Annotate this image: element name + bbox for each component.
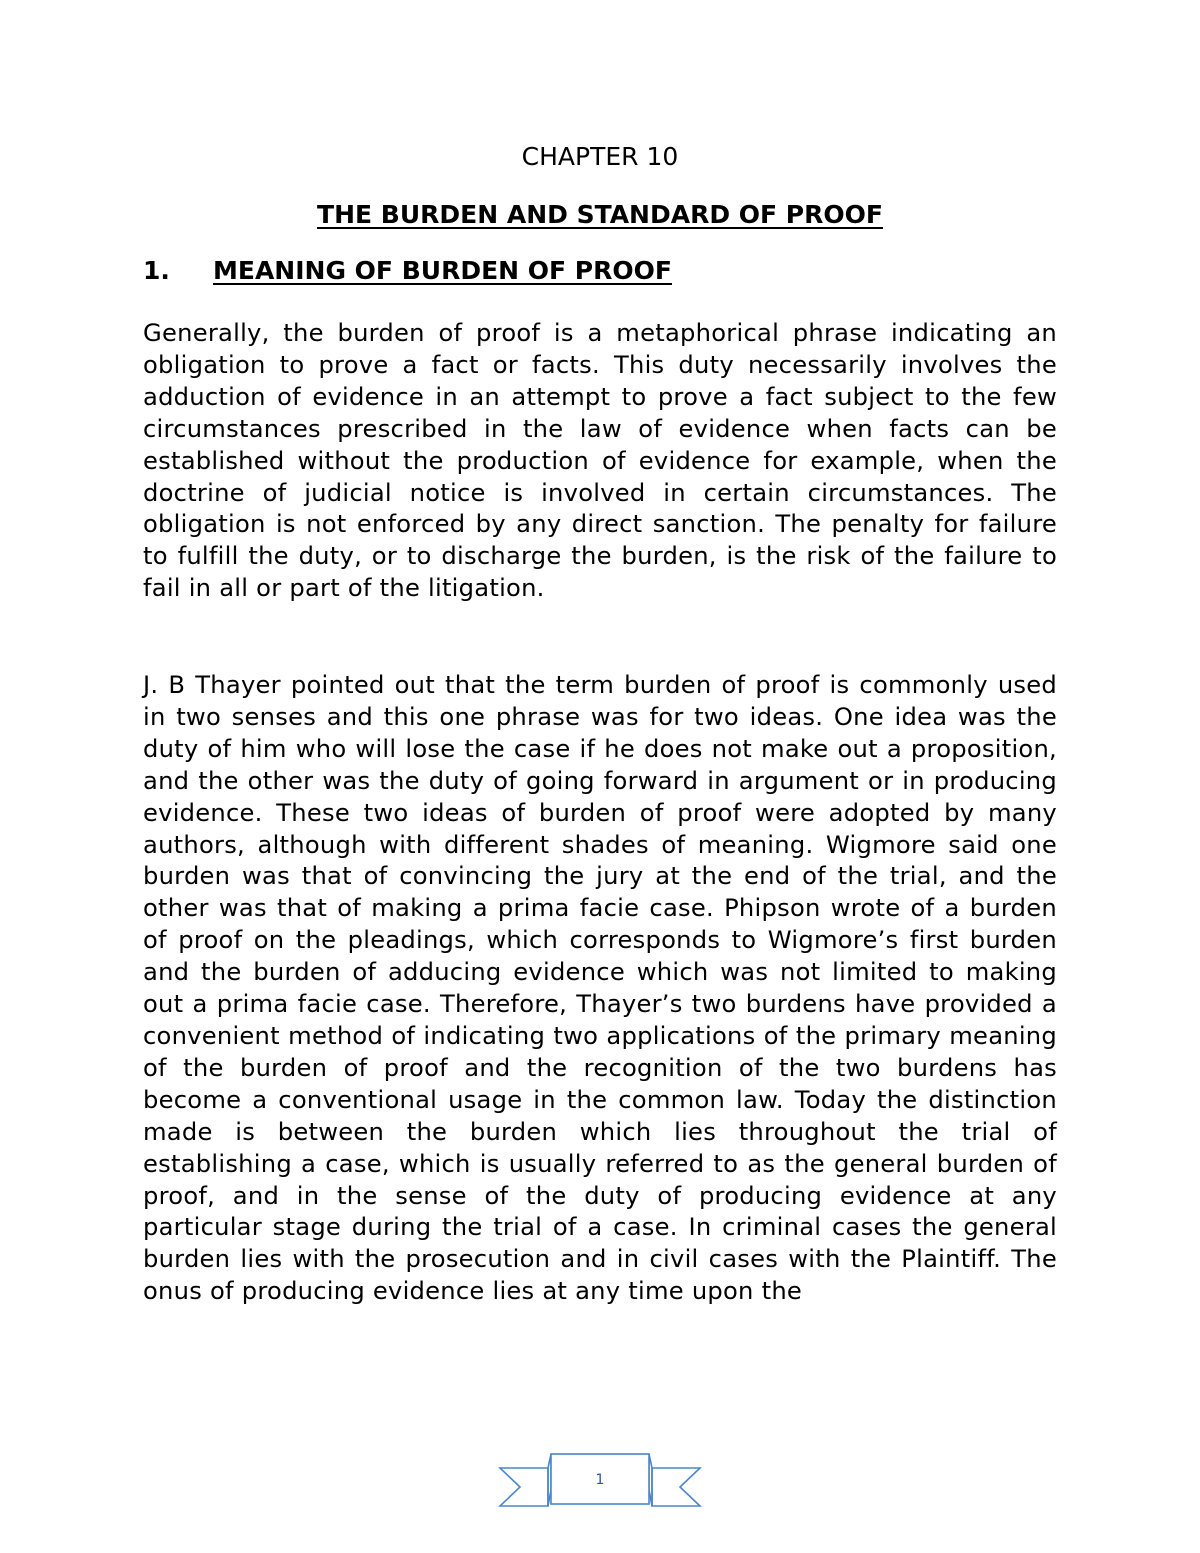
- chapter-title-text: THE BURDEN AND STANDARD OF PROOF: [317, 200, 883, 229]
- page-number: 1: [595, 1472, 605, 1488]
- section-heading-text: MEANING OF BURDEN OF PROOF: [213, 256, 672, 285]
- section-heading: [143, 255, 672, 287]
- chapter-title: [0, 199, 1200, 231]
- ribbon-banner-icon: [498, 1452, 702, 1536]
- chapter-label: CHAPTER 10: [521, 142, 679, 171]
- body-paragraph-1: Generally, the burden of proof is a metaphorical phrase indicating an obligation to prove a fact or facts. This duty necessarily involves the adduction of evidence in an attempt to prove a fact subject to the few circumstances prescribed in the law of evidence when facts can be established without the production of evidence for example, when the doctrine of judicial notice is involved in certain circumstances. The obligation is not enforced by any direct sanction. The penalty for failure to fulfill the duty, or to discharge the burden, is the risk of the failure to fail in all or part of the litigation.: [143, 319, 1057, 603]
- body-paragraph-2: J. B Thayer pointed out that the term burden of proof is commonly used in two senses and this one phrase was for two ideas. One idea was the duty of him who will lose the case if he does not make out a proposition, and the other was the duty of going forward in argument or in producing evidence. These two ideas of burden of proof were adopted by many authors, although with different shades of meaning. Wigmore said one burden was that of convincing the jury at the end of the trial, and the other was that of making a prima facie case. Phipson wrote of a burden of proof on the pleadings, which corresponds to Wigmore’s first burden and the burden of adducing evidence which was not limited to making out a prima facie case. Therefore, Thayer’s two burdens have provided a convenient method of indicating two applications of the primary meaning of the burden of proof and the recognition of the two burdens has become a conventional usage in the common law. Today the distinction made is between the burden which lies throughout the trial of establishing a case, which is usually referred to as the general burden of proof, and in the sense of the duty of producing evidence at any particular stage during the trial of a case. In criminal cases the general burden lies with the prosecution and in civil cases with the Plaintiff. The onus of producing evidence lies at any time upon the: [143, 671, 1057, 1306]
- section-number: 1.: [143, 256, 170, 285]
